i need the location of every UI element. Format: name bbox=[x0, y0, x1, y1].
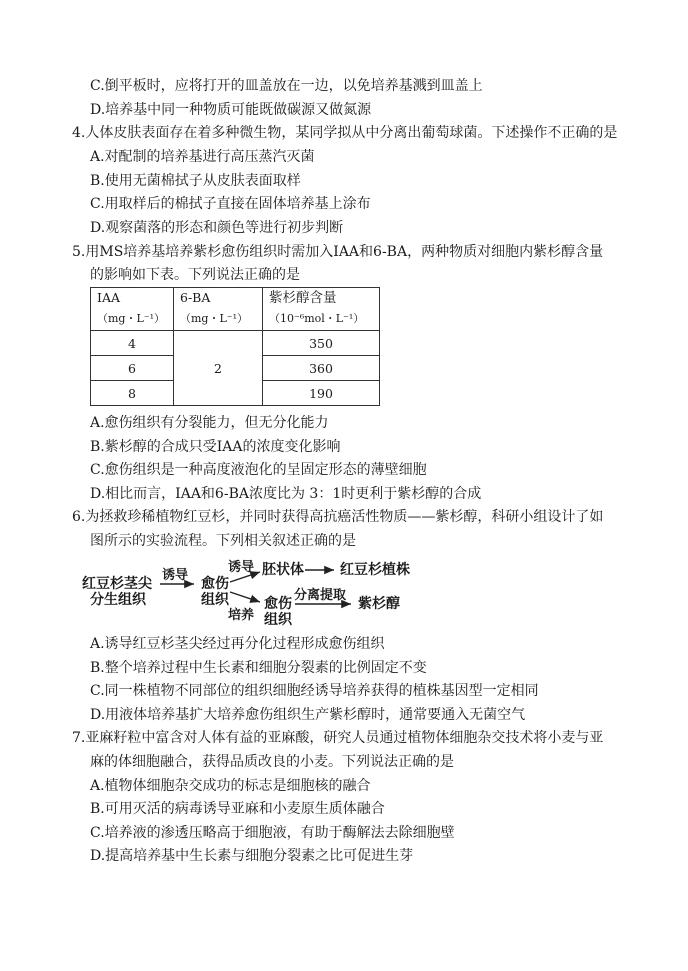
flow-callus1-line2: 组织 bbox=[201, 592, 229, 608]
header-6ba-unit: （mg・L⁻¹） bbox=[180, 312, 248, 325]
option-c-q3: C.倒平板时，应将打开的皿盖放在一边，以免培养基溅到皿盖上 bbox=[90, 78, 483, 94]
question-4-option-c: C.用取样后的棉拭子直接在固体培养基上涂布 bbox=[90, 196, 371, 212]
header-taxol-unit: （10⁻⁶mol・L⁻¹） bbox=[269, 312, 365, 325]
flow-taxol: 紫杉醇 bbox=[358, 596, 400, 612]
header-taxol: 紫杉醇含量 bbox=[269, 290, 337, 306]
question-6-option-b: B.整个培养过程中生长素和细胞分裂素的比例固定不变 bbox=[90, 660, 427, 676]
question-5-option-a: A.愈伤组织有分裂能力，但无分化能力 bbox=[90, 415, 329, 431]
flow-source-line2: 分生组织 bbox=[90, 592, 146, 608]
question-5-option-d: D.相比而言，IAA和6-BA浓度比为 3：1时更利于紫杉醇的合成 bbox=[90, 486, 482, 502]
header-iaa: IAA bbox=[97, 290, 120, 305]
taxol-data-table bbox=[90, 287, 380, 406]
taxol-cell-1: 350 bbox=[263, 331, 380, 356]
flow-callus1-line1: 愈伤 bbox=[201, 576, 229, 592]
question-6-option-a: A.诱导红豆杉茎尖经过再分化过程形成愈伤组织 bbox=[90, 636, 385, 652]
question-4-option-b: B.使用无菌棉拭子从皮肤表面取样 bbox=[90, 173, 301, 189]
6ba-cell-merged: 2 bbox=[174, 331, 263, 406]
flow-label-induce: 诱导 bbox=[162, 568, 189, 583]
taxol-cell-3: 190 bbox=[263, 381, 380, 406]
option-d-q3: D.培养基中同一种物质可能既做碳源又做氮源 bbox=[90, 102, 372, 118]
question-5-option-c: C.愈伤组织是一种高度液泡化的呈固定形态的薄壁细胞 bbox=[90, 462, 427, 478]
question-7-stem-line1: 7.亚麻籽粒中富含对人体有益的亚麻酸，研究人员通过植物体细胞杂交技术将小麦与亚 bbox=[72, 730, 604, 746]
question-7-option-c: C.培养液的渗透压略高于细胞液，有助于酶解法去除细胞壁 bbox=[90, 825, 455, 841]
question-7-stem-line2: 麻的体细胞融合，获得品质改良的小麦。下列说法正确的是 bbox=[90, 754, 454, 770]
question-6-stem-line1: 6.为拯救珍稀植物红豆杉，并同时获得高抗癌活性物质——紫杉醇，科研小组设计了如 bbox=[72, 509, 604, 525]
header-cell-taxol bbox=[263, 288, 380, 331]
flow-plant: 红豆杉植株 bbox=[340, 562, 410, 578]
iaa-cell-1: 4 bbox=[91, 331, 174, 356]
header-iaa-unit: （mg・L⁻¹） bbox=[97, 312, 165, 325]
header-6ba: 6-BA bbox=[180, 290, 211, 305]
header-cell-6ba bbox=[174, 288, 263, 331]
question-5-stem-line1: 5.用MS培养基培养紫杉愈伤组织时需加入IAA和6-BA，两种物质对细胞内紫杉醇含量 bbox=[72, 244, 604, 260]
question-5-option-b: B.紫杉醇的合成只受IAA的浓度变化影响 bbox=[90, 439, 341, 455]
question-7-option-d: D.提高培养基中生长素与细胞分裂素之比可促进生芽 bbox=[90, 848, 414, 864]
flow-label-induce2: 诱导 bbox=[228, 560, 255, 575]
question-6-option-d: D.用液体培养基扩大培养愈伤组织生产紫杉醇时，通常要通入无菌空气 bbox=[90, 707, 526, 723]
question-6-option-c: C.同一株植物不同部位的组织细胞经诱导培养获得的植株基因型一定相同 bbox=[90, 683, 539, 699]
iaa-cell-3: 8 bbox=[91, 381, 174, 406]
flow-source-line1: 红豆杉茎尖 bbox=[82, 576, 152, 592]
question-7-option-a: A.植物体细胞杂交成功的标志是细胞核的融合 bbox=[90, 778, 371, 794]
question-7-option-b: B.可用灭活的病毒诱导亚麻和小麦原生质体融合 bbox=[90, 801, 385, 817]
flow-label-extract: 分离提取 bbox=[294, 588, 347, 603]
flow-embryoid: 胚状体 bbox=[262, 562, 304, 578]
experiment-flow-diagram bbox=[82, 560, 442, 628]
arrow-culture bbox=[230, 592, 260, 602]
flow-callus2-line2: 组织 bbox=[264, 612, 292, 628]
taxol-cell-2: 360 bbox=[263, 356, 380, 381]
question-4-option-a: A.对配制的培养基进行高压蒸汽灭菌 bbox=[90, 149, 315, 165]
question-4-option-d: D.观察菌落的形态和颜色等进行初步判断 bbox=[90, 220, 344, 236]
flow-label-culture: 培养 bbox=[228, 608, 255, 623]
flow-callus2-line1: 愈伤 bbox=[264, 596, 292, 612]
question-6-stem-line2: 图所示的实验流程。下列相关叙述正确的是 bbox=[90, 533, 356, 549]
question-5-stem-line2: 的影响如下表。下列说法正确的是 bbox=[90, 267, 300, 283]
question-4-stem: 4.人体皮肤表面存在着多种微生物，某同学拟从中分离出葡萄球菌。下述操作不正确的是 bbox=[72, 125, 618, 141]
iaa-cell-2: 6 bbox=[91, 356, 174, 381]
header-cell-iaa bbox=[91, 288, 174, 331]
